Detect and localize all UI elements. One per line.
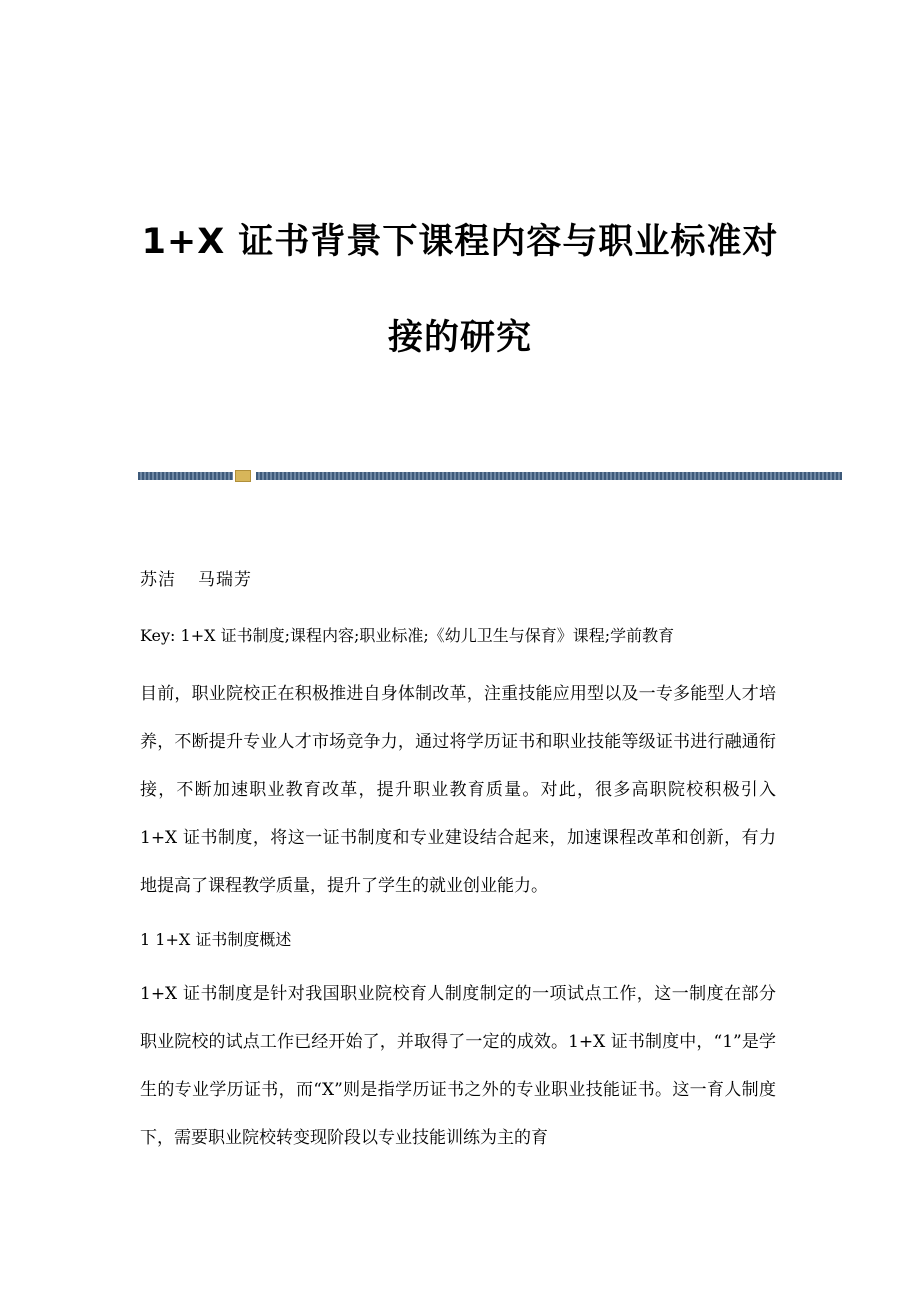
paper-title-line-1: 1+X 证书背景下课程内容与职业标准对 (141, 222, 779, 262)
title-divider (138, 470, 842, 480)
keywords-line: Key: 1+X 证书制度;课程内容;职业标准;《幼儿卫生与保育》课程;学前教育 (140, 626, 675, 645)
divider-bar-right (256, 472, 842, 480)
paper-title-line-2: 接的研究 (387, 318, 532, 358)
author-name: 苏洁 (140, 570, 176, 590)
divider-bar-left (138, 472, 233, 480)
divider-ornament-icon (235, 470, 251, 482)
body-paragraph-intro: 目前，职业院校正在积极推进自身体制改革，注重技能应用型以及一专多能型人才培养，不断提升专业人才市场竞争力，通过将学历证书和职业技能等级证书进行融通衔接，不断加速职业教育改革，提升职业教育质量。对此，很多高职院校积极引入 1+X 证书制度，将这一证书制度和专业建设结合起来，加速课程改革和创新，有力地提高了课程教学质量，提升了学生的就业创业能力。 (140, 684, 776, 896)
author-name: 马瑞芳 (198, 570, 252, 590)
author-line (140, 556, 776, 604)
body-paragraph-section-1: 1+X 证书制度是针对我国职业院校育人制度制定的一项试点工作，这一制度在部分职业院校的试点工作已经开始了，并取得了一定的成效。1+X 证书制度中，“1”是学生的专业学历证书，而“X”则是指学历证书之外的专业职业技能证书。这一育人制度下，需要职业院校转变现阶段以专业技能训练为主的育 (140, 984, 776, 1148)
section-heading: 1 1+X 证书制度概述 (140, 930, 292, 949)
